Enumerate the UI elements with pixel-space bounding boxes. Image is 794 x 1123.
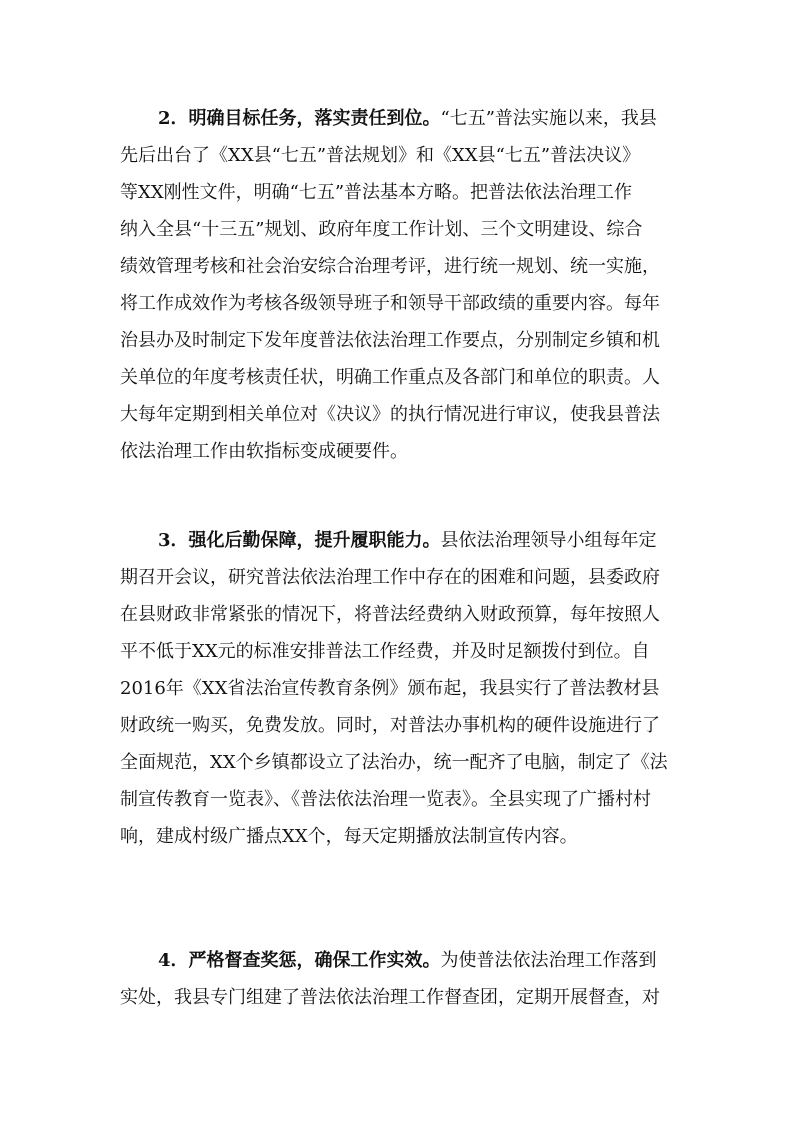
body-line: 纳入全县“十三五”规划、政府年度工作计划、三个文明建设、综合	[120, 219, 643, 240]
paragraph-4	[120, 942, 680, 1016]
body-line: 关单位的年度考核责任状，明确工作重点及各部门和单位的职责。人	[120, 367, 660, 388]
body-line: 等XX刚性文件，明确“七五”普法基本方略。把普法依法治理工作	[120, 182, 633, 203]
body-line: 大每年定期到相关单位对《决议》的执行情况进行审议，使我县普法	[120, 404, 660, 425]
paragraph-first-line	[120, 522, 680, 559]
body-line: 期召开会议，研究普法依法治理工作中存在的困难和问题，县委政府	[120, 567, 660, 588]
paragraph-3	[120, 522, 680, 855]
body-line: 先后出台了《XX县“七五”普法规划》和《XX县“七五”普法决议》	[120, 145, 641, 166]
paragraph-heading: 3．强化后勤保障，提升履职能力。	[158, 530, 441, 551]
body-line: 制宣传教育一览表》、《普法依法治理一览表》。全县实现了广播村村	[120, 789, 651, 810]
paragraph-first-line	[120, 100, 680, 137]
paragraph-2	[120, 100, 680, 470]
body-text: 县依法治理领导小组每年定	[440, 530, 657, 551]
body-text: “七五”普法实施以来，我县	[440, 108, 657, 129]
body-text: 为使普法依法治理工作落到	[440, 950, 657, 971]
paragraph-first-line	[120, 942, 680, 979]
body-line: 在县财政非常紧张的情况下，将普法经费纳入财政预算，每年按照人	[120, 604, 660, 625]
body-line: 绩效管理考核和社会治安综合治理考评，进行统一规划、统一实施，	[120, 256, 660, 277]
body-line: 2016年《XX省法治宣传教育条例》颁布起，我县实行了普法教材县	[120, 678, 660, 699]
body-line: 实处，我县专门组建了普法依法治理工作督查团，定期开展督查，对	[120, 987, 660, 1008]
body-line: 全面规范，XX个乡镇都设立了法治办，统一配齐了电脑，制定了《法	[120, 752, 668, 773]
body-line: 治县办及时制定下发年度普法依法治理工作要点，分别制定乡镇和机	[120, 330, 660, 351]
body-line: 平不低于XX元的标准安排普法工作经费，并及时足额拨付到位。自	[120, 641, 650, 662]
body-line: 依法治理工作由软指标变成硬要件。	[120, 441, 408, 462]
body-line: 响，建成村级广播点XX个，每天定期播放法制宣传内容。	[120, 826, 578, 847]
body-line: 将工作成效作为考核各级领导班子和领导干部政绩的重要内容。每年	[120, 293, 660, 314]
paragraph-heading: 4．严格督查奖惩，确保工作实效。	[158, 950, 441, 971]
body-line: 财政统一购买，免费发放。同时，对普法办事机构的硬件设施进行了	[120, 715, 660, 736]
paragraph-heading: 2．明确目标任务，落实责任到位。	[158, 108, 441, 129]
